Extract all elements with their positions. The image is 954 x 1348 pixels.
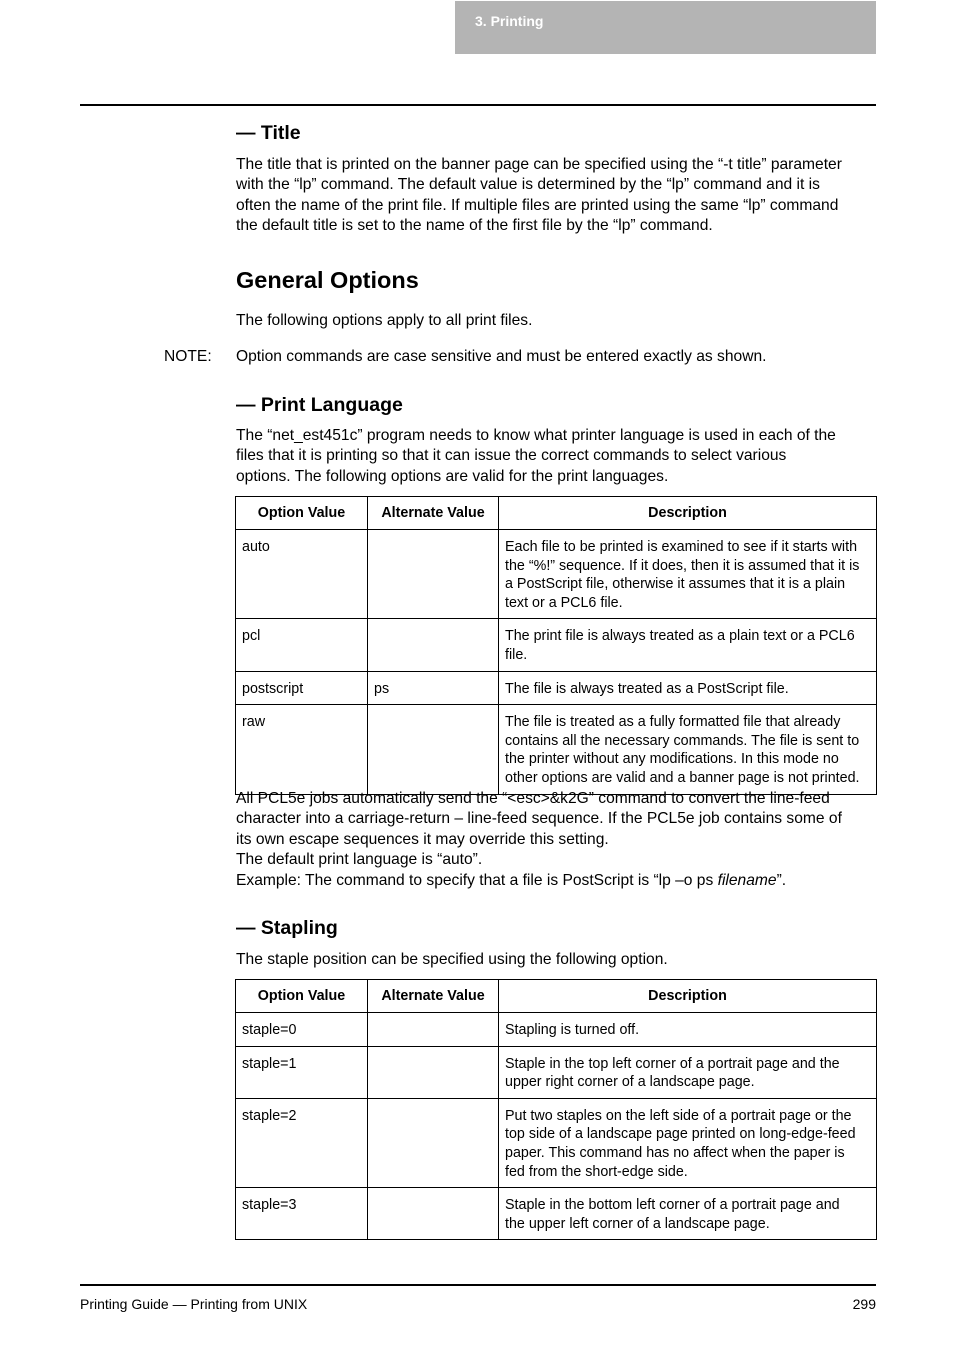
print-language-table bbox=[235, 496, 877, 795]
chapter-label: 3. Printing bbox=[475, 13, 544, 29]
description-cell bbox=[499, 705, 877, 794]
paragraph-line: character into a carriage-return – line-feed sequence. If the PCL5e job contains some of bbox=[236, 810, 842, 828]
alternate-cell bbox=[368, 530, 499, 619]
option-cell: raw bbox=[236, 705, 368, 794]
option-cell: staple=3 bbox=[236, 1188, 368, 1240]
description-line: contains all the necessary commands. The file is sent to bbox=[505, 732, 860, 749]
column-header-alternate: Alternate Value bbox=[368, 980, 499, 1013]
description-line: Stapling is turned off. bbox=[505, 1022, 640, 1038]
column-header-option: Option Value bbox=[236, 980, 368, 1013]
chapter-tab bbox=[455, 1, 876, 54]
description-line: top side of a landscape page printed on long-edge-feed bbox=[505, 1126, 856, 1143]
example-suffix: ”. bbox=[776, 871, 787, 889]
alternate-cell bbox=[368, 1013, 499, 1047]
alternate-cell: ps bbox=[368, 671, 499, 705]
description-cell bbox=[499, 1046, 877, 1098]
description-line: paper. This command has no affect when the paper is bbox=[505, 1144, 845, 1161]
paragraph-line: All PCL5e jobs automatically send the “<esc>&k2G” command to convert the line-feed bbox=[236, 790, 830, 807]
description-line: the upper left corner of a landscape page. bbox=[505, 1215, 770, 1232]
description-line: other options are valid and a banner page is not printed. bbox=[505, 769, 860, 786]
alternate-cell bbox=[368, 1098, 499, 1187]
column-header-description: Description bbox=[499, 980, 877, 1013]
paragraph-line: files that it is printing so that it can issue the correct commands to select various bbox=[236, 447, 787, 465]
table-row bbox=[236, 1098, 877, 1187]
table-row bbox=[236, 1013, 877, 1047]
description-line: the “%!” sequence. If it does, then it is assumed that it is bbox=[505, 557, 860, 574]
description-line: Put two staples on the left side of a portrait page or the bbox=[505, 1107, 852, 1124]
description-cell bbox=[499, 619, 877, 671]
example-line bbox=[236, 871, 878, 891]
paragraph-line: with the “lp” command. The default value is determined by the “lp” command and it is bbox=[236, 176, 820, 194]
print-language-heading: — Print Language bbox=[236, 394, 403, 416]
description-line: text or a PCL6 file. bbox=[505, 594, 623, 611]
description-cell bbox=[499, 1188, 877, 1240]
table-row bbox=[236, 671, 877, 705]
description-line: fed from the short-edge side. bbox=[505, 1163, 688, 1180]
description-line: The file is treated as a fully formatted file that already bbox=[505, 714, 841, 731]
description-line: upper right corner of a landscape page. bbox=[505, 1074, 755, 1091]
description-line: The print file is always treated as a plain text or a PCL6 bbox=[505, 628, 855, 645]
option-cell: staple=0 bbox=[236, 1013, 368, 1047]
example-prefix: Example: The command to specify that a file is PostScript is “lp –o ps bbox=[236, 871, 718, 889]
note-label: NOTE: bbox=[164, 348, 212, 365]
general-intro: The following options apply to all print files. bbox=[236, 312, 533, 329]
option-cell: postscript bbox=[236, 671, 368, 705]
description-cell bbox=[499, 671, 877, 705]
table-row bbox=[236, 619, 877, 671]
description-line: a PostScript file, otherwise it assumes that it is a plain bbox=[505, 576, 846, 593]
alternate-cell bbox=[368, 1188, 499, 1240]
alternate-cell bbox=[368, 705, 499, 794]
column-header-description: Description bbox=[499, 497, 877, 530]
option-cell: staple=1 bbox=[236, 1046, 368, 1098]
paragraph-line: often the name of the print file. If multiple files are printed using the same “lp” command bbox=[236, 196, 839, 214]
note-text: Option commands are case sensitive and must be entered exactly as shown. bbox=[236, 348, 767, 365]
option-cell: auto bbox=[236, 530, 368, 619]
table-header-row bbox=[236, 980, 877, 1013]
description-line: Staple in the bottom left corner of a portrait page and bbox=[505, 1197, 840, 1214]
print-language-paragraph bbox=[236, 426, 878, 487]
paragraph-line: the default title is set to the name of the first file by the “lp” command. bbox=[236, 217, 713, 235]
alternate-cell bbox=[368, 1046, 499, 1098]
paragraph-line: The “net_est451c” program needs to know what printer language is used in each of the bbox=[236, 427, 836, 444]
alternate-cell bbox=[368, 619, 499, 671]
general-options-heading: General Options bbox=[236, 267, 419, 293]
title-paragraph bbox=[236, 155, 878, 237]
stapling-intro: The staple position can be specified using the following option. bbox=[236, 951, 668, 968]
table-row bbox=[236, 1046, 877, 1098]
example-filename: filename bbox=[717, 871, 777, 889]
header-rule bbox=[80, 104, 876, 106]
description-line: file. bbox=[505, 646, 528, 663]
description-cell bbox=[499, 1013, 877, 1047]
description-line: the printer without any modifications. In this mode no bbox=[505, 751, 839, 768]
title-heading: — Title bbox=[236, 122, 301, 144]
description-line: Staple in the top left corner of a portrait page and the bbox=[505, 1055, 840, 1072]
option-cell: pcl bbox=[236, 619, 368, 671]
paragraph-line: The default print language is “auto”. bbox=[236, 851, 483, 869]
table-row bbox=[236, 1188, 877, 1240]
print-language-notes bbox=[236, 789, 878, 891]
table-header-row bbox=[236, 497, 877, 530]
table-row bbox=[236, 530, 877, 619]
description-cell bbox=[499, 1098, 877, 1187]
table-row bbox=[236, 705, 877, 794]
footer-rule bbox=[80, 1284, 876, 1286]
column-header-option: Option Value bbox=[236, 497, 368, 530]
footer-title: Printing Guide — Printing from UNIX bbox=[80, 1296, 308, 1312]
description-cell bbox=[499, 530, 877, 619]
stapling-table bbox=[235, 979, 877, 1240]
column-header-alternate: Alternate Value bbox=[368, 497, 499, 530]
paragraph-line: The title that is printed on the banner page can be specified using the “-t title” parameter bbox=[236, 156, 842, 173]
description-line: The file is always treated as a PostScript file. bbox=[505, 680, 789, 697]
paragraph-line: its own escape sequences it may override this setting. bbox=[236, 830, 609, 848]
stapling-heading: — Stapling bbox=[236, 917, 338, 939]
option-cell: staple=2 bbox=[236, 1098, 368, 1187]
description-line: Each file to be printed is examined to see if it starts with bbox=[505, 539, 858, 555]
paragraph-line: options. The following options are valid for the print languages. bbox=[236, 467, 669, 485]
page-number: 299 bbox=[852, 1296, 876, 1312]
